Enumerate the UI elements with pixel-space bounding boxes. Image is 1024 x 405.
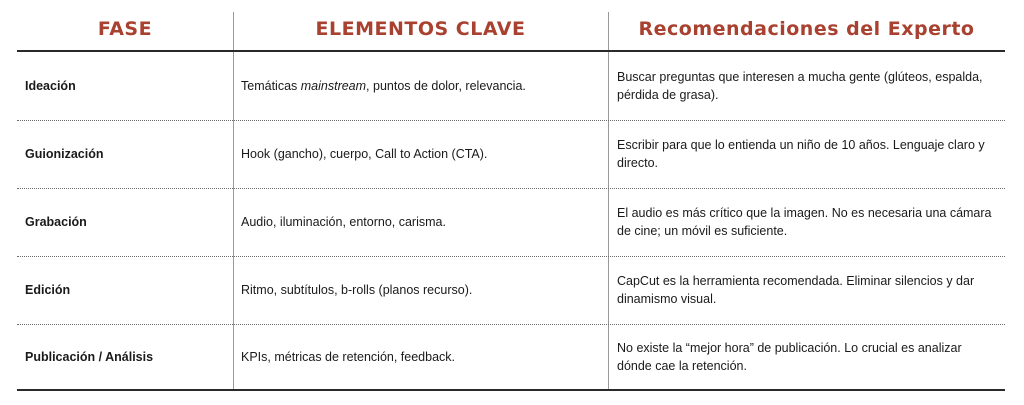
phase-cell: Publicación / Análisis	[25, 350, 154, 364]
header-phase: FASE	[97, 18, 153, 40]
phase-cell: Ideación	[25, 79, 76, 93]
table-row	[17, 188, 1005, 257]
table-row	[17, 52, 1005, 121]
header-key-elements: ELEMENTOS CLAVE	[315, 18, 526, 40]
elements-cell: Audio, iluminación, entorno, carisma.	[241, 215, 446, 229]
bottom-rule	[17, 389, 1005, 391]
recommendation-cell: El audio es más crítico que la imagen. No es necesaria una cámara de cine; un móvil es suficiente.	[617, 206, 992, 238]
elements-text: Temáticas	[241, 79, 301, 93]
elements-cell: Hook (gancho), cuerpo, Call to Action (CTA).	[241, 147, 488, 161]
elements-cell: Ritmo, subtítulos, b-rolls (planos recurso).	[241, 283, 473, 297]
elements-cell: KPIs, métricas de retención, feedback.	[241, 350, 455, 364]
elements-emphasis: mainstream	[300, 79, 367, 93]
table-row	[17, 323, 1005, 391]
elements-text: , puntos de dolor, relevancia.	[366, 79, 526, 93]
header-expert-recommendations: Recomendaciones del Experto	[638, 18, 975, 40]
table-header-row	[17, 12, 1005, 50]
content-table	[17, 12, 1005, 392]
recommendation-cell: Buscar preguntas que interesen a mucha gente (glúteos, espalda, pérdida de grasa).	[617, 70, 983, 102]
recommendation-cell: No existe la “mejor hora” de publicación. Lo crucial es analizar dónde cae la retención.	[617, 341, 962, 373]
recommendation-cell: CapCut es la herramienta recomendada. Eliminar silencios y dar dinamismo visual.	[617, 274, 975, 306]
phase-cell: Grabación	[25, 215, 87, 229]
table-row	[17, 120, 1005, 189]
recommendation-cell: Escribir para que lo entienda un niño de 10 años. Lenguaje claro y directo.	[617, 138, 985, 170]
table-row	[17, 256, 1005, 325]
phase-cell: Edición	[25, 283, 71, 297]
elements-cell	[241, 52, 601, 120]
phase-cell: Guionización	[25, 147, 104, 161]
